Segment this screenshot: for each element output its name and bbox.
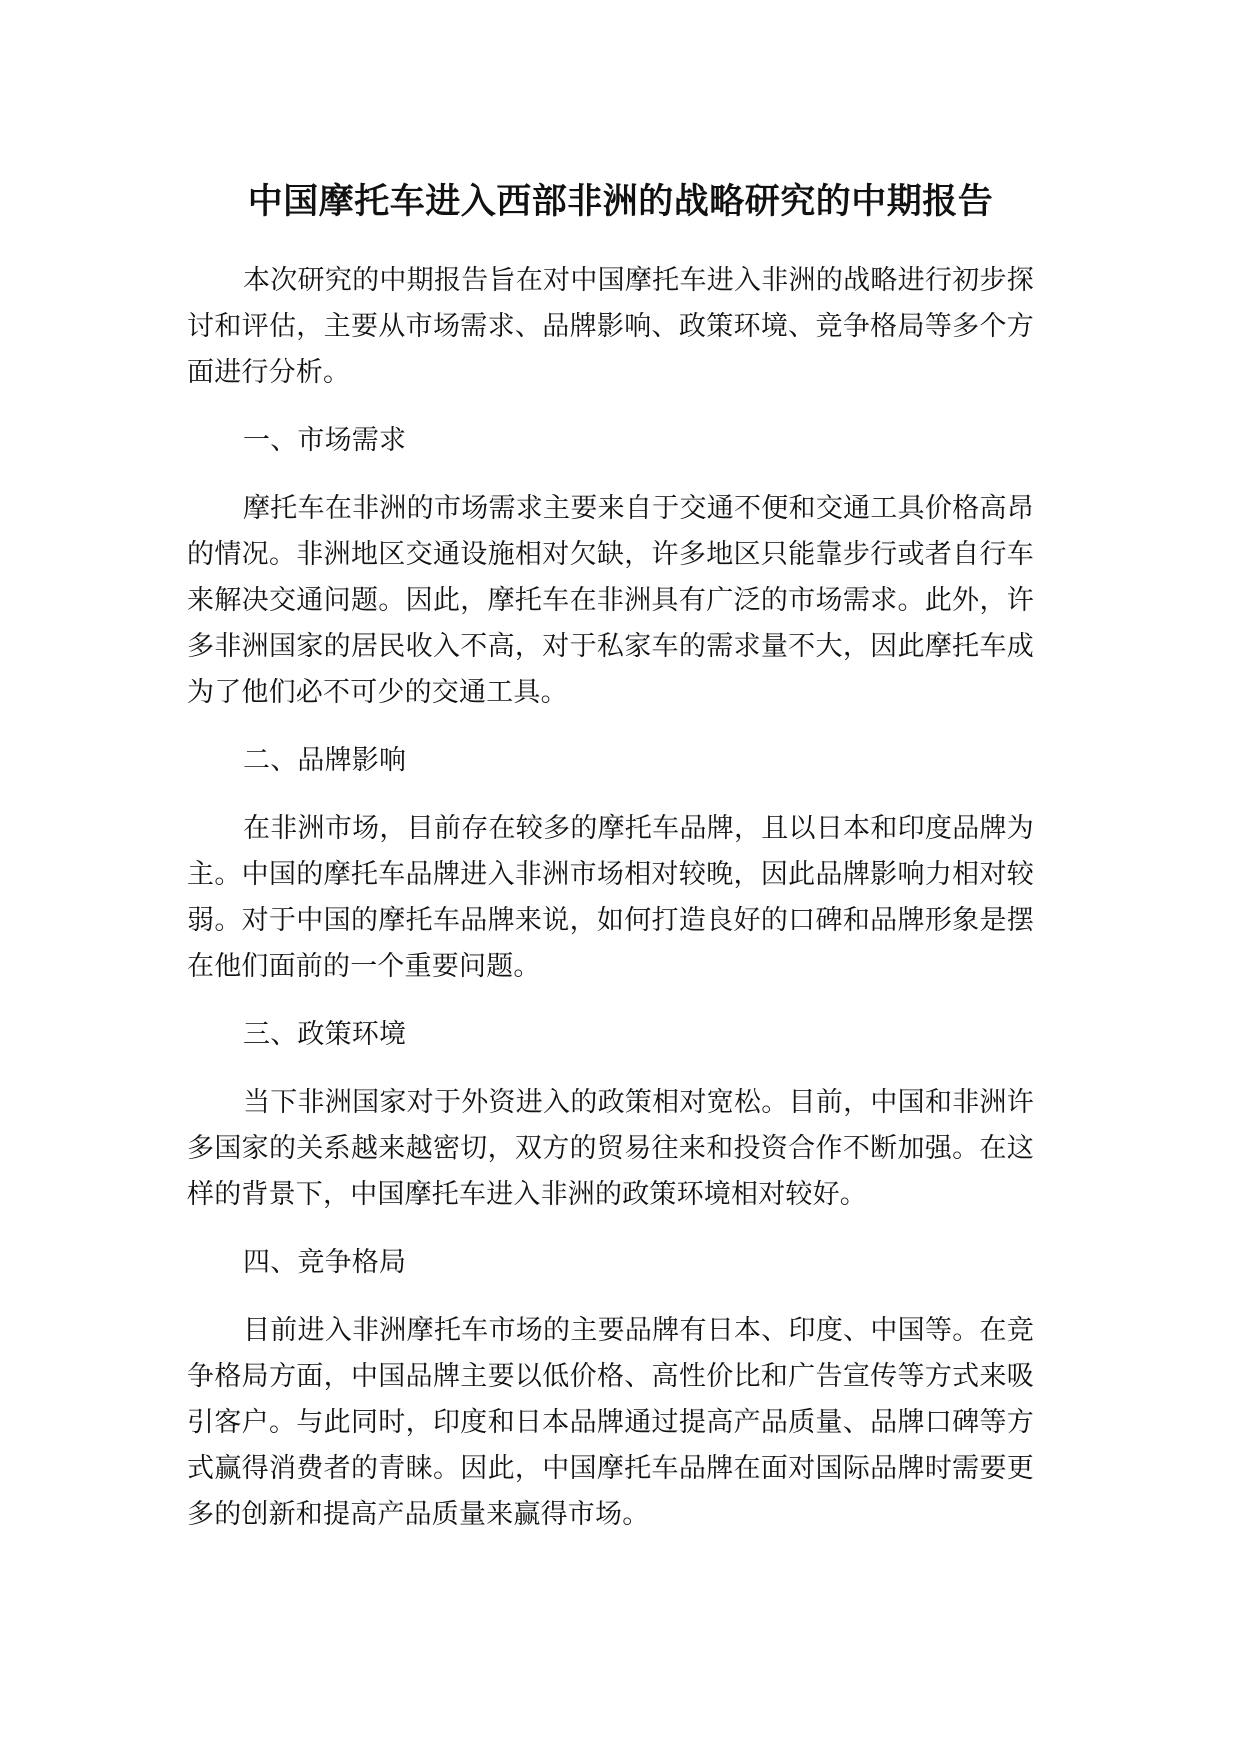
section-heading-competition: 四、竞争格局 xyxy=(243,1247,407,1278)
section-heading-policy-environment: 三、政策环境 xyxy=(243,1019,407,1050)
section-heading-brand-influence: 二、品牌影响 xyxy=(243,745,407,776)
document-body xyxy=(187,258,1034,1560)
intro-paragraph: 本次研究的中期报告旨在对中国摩托车进入非洲的战略进行初步探讨和评估，主要从市场需求、品牌影响、政策环境、竞争格局等多个方面进行分析。 xyxy=(187,265,1034,388)
document-title: 中国摩托车进入西部非洲的战略研究的中期报告 xyxy=(247,182,994,222)
section-paragraph-brand-influence: 在非洲市场，目前存在较多的摩托车品牌，且以日本和印度品牌为主。中国的摩托车品牌进入非洲市场相对较晚，因此品牌影响力相对较弱。对于中国的摩托车品牌来说，如何打造良好的口碑和品牌形象是摆在他们面前的一个重要问题。 xyxy=(187,813,1034,982)
section-heading-market-demand: 一、市场需求 xyxy=(243,425,407,456)
section-paragraph-market-demand: 摩托车在非洲的市场需求主要来自于交通不便和交通工具价格高昂的情况。非洲地区交通设施相对欠缺，许多地区只能靠步行或者自行车来解决交通问题。因此，摩托车在非洲具有广泛的市场需求。此外，许多非洲国家的居民收入不高，对于私家车的需求量不大，因此摩托车成为了他们必不可少的交通工具。 xyxy=(187,493,1034,708)
section-paragraph-competition: 目前进入非洲摩托车市场的主要品牌有日本、印度、中国等。在竞争格局方面，中国品牌主要以低价格、高性价比和广告宣传等方式来吸引客户。与此同时，印度和日本品牌通过提高产品质量、品牌口碑等方式赢得消费者的青睐。因此，中国摩托车品牌在面对国际品牌时需要更多的创新和提高产品质量来赢得市场。 xyxy=(187,1315,1034,1530)
section-paragraph-policy-environment: 当下非洲国家对于外资进入的政策相对宽松。目前，中国和非洲许多国家的关系越来越密切，双方的贸易往来和投资合作不断加强。在这样的背景下，中国摩托车进入非洲的政策环境相对较好。 xyxy=(187,1087,1034,1210)
